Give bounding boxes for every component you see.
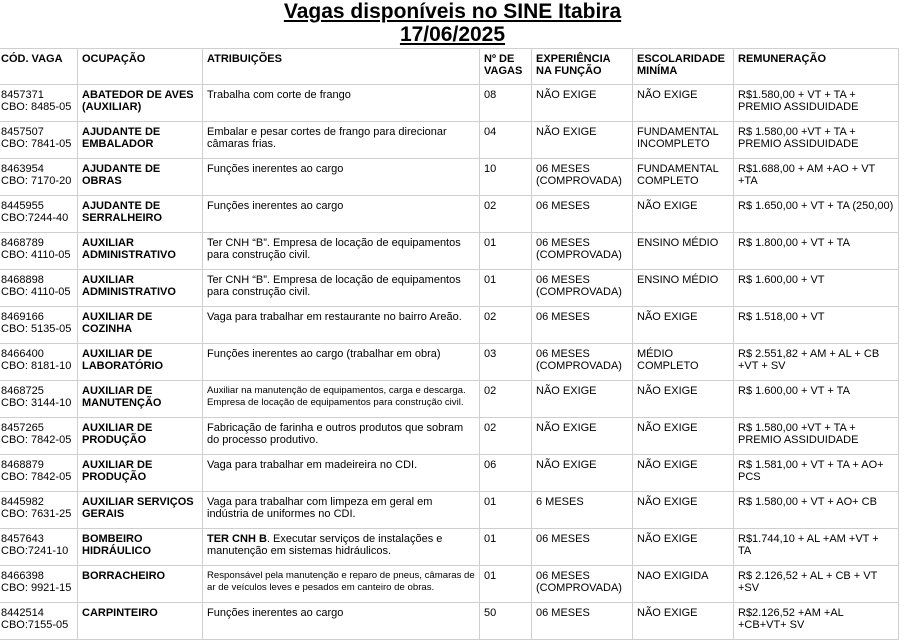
cell-escolaridade: NÃO EXIGE (633, 85, 734, 122)
cell-escolaridade: ENSINO MÉDIO (633, 233, 734, 270)
vaga-code: 8468789 (1, 237, 44, 249)
table-row (0, 270, 899, 307)
cell-ocupacao: AUXILIAR DE MANUTENÇÃO (78, 381, 203, 418)
table-row (0, 122, 899, 159)
col-header-ocupacao: OCUPAÇÃO (78, 49, 203, 85)
cell-atribuicoes: Funções inerentes ao cargo (203, 603, 480, 640)
cell-escolaridade: NAO EXIGIDA (633, 566, 734, 603)
cell-ocupacao: CARPINTEIRO (78, 603, 203, 640)
cell-vagas: 03 (480, 344, 532, 381)
cell-escolaridade: NÃO EXIGE (633, 196, 734, 233)
col-header-cod: CÓD. VAGA (0, 49, 78, 85)
cell-remuneracao: R$ 1.600,00 + VT (734, 270, 899, 307)
cell-remuneracao: R$ 2.551,82 + AM + AL + CB +VT + SV (734, 344, 899, 381)
cell-atribuicoes: Vaga para trabalhar com limpeza em geral em indústria de uniformes no CDI. (203, 492, 480, 529)
cell-ocupacao: AJUDANTE DE OBRAS (78, 159, 203, 196)
cell-vagas: 01 (480, 270, 532, 307)
cell-experiencia: 06 MESES (COMPROVADA) (532, 344, 633, 381)
cell-ocupacao: ABATEDOR DE AVES (AUXILIAR) (78, 85, 203, 122)
cell-experiencia: 06 MESES (532, 196, 633, 233)
cbo-code: CBO: 5135-05 (1, 323, 72, 335)
cbo-code: CBO:7244-40 (1, 212, 69, 224)
cell-remuneracao: R$ 1.580,00 +VT + TA + PREMIO ASSIDUIDADE (734, 122, 899, 159)
table-row (0, 492, 899, 529)
col-header-vagas: Nº DE VAGAS (480, 49, 532, 85)
vaga-code: 8445982 (1, 496, 44, 508)
cell-ocupacao: AJUDANTE DE EMBALADOR (78, 122, 203, 159)
cell-experiencia: 06 MESES (COMPROVADA) (532, 233, 633, 270)
cell-vagas: 02 (480, 418, 532, 455)
cell-atribuicoes: Trabalha com corte de frango (203, 85, 480, 122)
atribuicoes-text: . Executar serviços de instalações e manutenção em sistemas hidráulicos. (207, 533, 443, 557)
cell-ocupacao: BORRACHEIRO (78, 566, 203, 603)
col-header-experiencia: EXPERIÊNCIA NA FUNÇÃO (532, 49, 633, 85)
vaga-code: 8442514 (1, 607, 44, 619)
cbo-code: CBO:7241-10 (1, 545, 69, 557)
cell-experiencia: 06 MESES (COMPROVADA) (532, 159, 633, 196)
cell-atribuicoes: Responsável pela manutenção e reparo de pneus, câmaras de ar de veículos leves e pesados em canteiro de obras. (203, 566, 480, 603)
cell-vagas: 10 (480, 159, 532, 196)
cell-vagas: 01 (480, 529, 532, 566)
cell-atribuicoes: Ter CNH “B”. Empresa de locação de equipamentos para construção civil. (203, 270, 480, 307)
table-row (0, 344, 899, 381)
cell-experiencia: 06 MESES (COMPROVADA) (532, 566, 633, 603)
cbo-code: CBO: 8181-10 (1, 360, 72, 372)
cell-vagas: 50 (480, 603, 532, 640)
vaga-code: 8457507 (1, 126, 44, 138)
cell-atribuicoes: Ter CNH “B”. Empresa de locação de equipamentos para construção civil. (203, 233, 480, 270)
cell-atribuicoes: Vaga para trabalhar em restaurante no bairro Areão. (203, 307, 480, 344)
cell-cod (0, 603, 78, 640)
cell-vagas: 02 (480, 196, 532, 233)
cell-cod (0, 270, 78, 307)
cbo-code: CBO: 4110-05 (1, 286, 71, 298)
cell-cod (0, 122, 78, 159)
cell-cod (0, 159, 78, 196)
cell-cod (0, 492, 78, 529)
cbo-code: CBO: 4110-05 (1, 249, 71, 261)
col-header-atribuicoes: ATRIBUIÇÕES (203, 49, 480, 85)
col-header-escolaridade: ESCOLARIDADE MINÍMA (633, 49, 734, 85)
table-row (0, 233, 899, 270)
cell-remuneracao: R$1.688,00 + AM +AO + VT +TA (734, 159, 899, 196)
cell-vagas: 02 (480, 381, 532, 418)
cell-remuneracao: R$ 2.126,52 + AL + CB + VT +SV (734, 566, 899, 603)
cell-remuneracao: R$2.126,52 +AM +AL +CB+VT+ SV (734, 603, 899, 640)
cell-vagas: 02 (480, 307, 532, 344)
cell-remuneracao: R$ 1.800,00 + VT + TA (734, 233, 899, 270)
table-row (0, 159, 899, 196)
cell-remuneracao: R$ 1.650,00 + VT + TA (250,00) (734, 196, 899, 233)
cell-ocupacao: AUXILIAR SERVIÇOS GERAIS (78, 492, 203, 529)
cell-remuneracao: R$ 1.518,00 + VT (734, 307, 899, 344)
vaga-code: 8468725 (1, 385, 44, 397)
cell-vagas: 01 (480, 233, 532, 270)
vaga-code: 8468898 (1, 274, 44, 286)
cell-experiencia: NÃO EXIGE (532, 122, 633, 159)
cell-remuneracao: R$ 1.581,00 + VT + TA + AO+ PCS (734, 455, 899, 492)
cell-experiencia: NÃO EXIGE (532, 455, 633, 492)
cell-vagas: 06 (480, 455, 532, 492)
cell-escolaridade: NÃO EXIGE (633, 603, 734, 640)
vaga-code: 8445955 (1, 200, 44, 212)
cell-atribuicoes: Embalar e pesar cortes de frango para direcionar câmaras frias. (203, 122, 480, 159)
cell-remuneracao: R$ 1.580,00 +VT + TA + PREMIO ASSIDUIDADE (734, 418, 899, 455)
title-text: Vagas disponíveis no SINE Itabira (283, 0, 622, 23)
cbo-code: CBO: 7631-25 (1, 508, 72, 520)
cell-atribuicoes (203, 529, 480, 566)
vaga-code: 8469166 (1, 311, 44, 323)
table-row (0, 455, 899, 492)
cell-vagas: 08 (480, 85, 532, 122)
cell-atribuicoes: Funções inerentes ao cargo (203, 159, 480, 196)
cell-atribuicoes: Funções inerentes ao cargo (203, 196, 480, 233)
vaga-code: 8457371 (1, 89, 44, 101)
cell-remuneracao: R$ 1.600,00 + VT + TA (734, 381, 899, 418)
cell-atribuicoes: Fabricação de farinha e outros produtos que sobram do processo produtivo. (203, 418, 480, 455)
cell-cod (0, 566, 78, 603)
cell-cod (0, 455, 78, 492)
cell-ocupacao: AUXILIAR DE PRODUÇÃO (78, 455, 203, 492)
cell-ocupacao: AUXILIAR DE LABORATÓRIO (78, 344, 203, 381)
cell-ocupacao: AUXILIAR ADMINISTRATIVO (78, 270, 203, 307)
page-title (0, 0, 905, 46)
cbo-code: CBO: 7842-05 (1, 434, 72, 446)
cell-cod (0, 196, 78, 233)
vaga-code: 8466400 (1, 348, 44, 360)
cell-vagas: 01 (480, 566, 532, 603)
cell-escolaridade: ENSINO MÉDIO (633, 270, 734, 307)
vaga-code: 8466398 (1, 570, 44, 582)
cell-experiencia: 06 MESES (532, 603, 633, 640)
cbo-code: CBO: 7841-05 (1, 138, 72, 150)
cbo-code: CBO: 7842-05 (1, 471, 72, 483)
cell-escolaridade: NÃO EXIGE (633, 492, 734, 529)
cell-ocupacao: AUXILIAR DE COZINHA (78, 307, 203, 344)
table-row (0, 85, 899, 122)
cell-escolaridade: FUNDAMENTAL COMPLETO (633, 159, 734, 196)
cell-ocupacao: AUXILIAR DE PRODUÇÃO (78, 418, 203, 455)
cell-cod (0, 381, 78, 418)
cbo-code: CBO: 7170-20 (1, 175, 72, 187)
table-header-row (0, 49, 899, 85)
vaga-code: 8457265 (1, 422, 44, 434)
cbo-code: CBO: 3144-10 (1, 397, 72, 409)
atribuicoes-emphasis: TER CNH B (207, 533, 267, 545)
cell-experiencia: NÃO EXIGE (532, 381, 633, 418)
cell-escolaridade: NÃO EXIGE (633, 381, 734, 418)
col-header-remuneracao: REMUNERAÇÃO (734, 49, 899, 85)
cbo-code: CBO: 8485-05 (1, 101, 72, 113)
cell-cod (0, 85, 78, 122)
cell-atribuicoes: Auxiliar na manutenção de equipamentos, carga e descarga. Empresa de locação de equipamentos para construção civil. (203, 381, 480, 418)
cell-vagas: 01 (480, 492, 532, 529)
cell-vagas: 04 (480, 122, 532, 159)
table-row (0, 381, 899, 418)
cell-escolaridade: NÃO EXIGE (633, 455, 734, 492)
cell-atribuicoes: Funções inerentes ao cargo (trabalhar em obra) (203, 344, 480, 381)
vaga-code: 8457643 (1, 533, 44, 545)
cell-escolaridade: MÉDIO COMPLETO (633, 344, 734, 381)
cell-remuneracao: R$ 1.580,00 + VT + AO+ CB (734, 492, 899, 529)
table-row (0, 307, 899, 344)
cbo-code: CBO: 9921-15 (1, 582, 72, 594)
cell-escolaridade: FUNDAMENTAL INCOMPLETO (633, 122, 734, 159)
cell-experiencia: 6 MESES (532, 492, 633, 529)
cell-remuneracao: R$1.744,10 + AL +AM +VT + TA (734, 529, 899, 566)
cell-cod (0, 344, 78, 381)
cell-ocupacao: AJUDANTE DE SERRALHEIRO (78, 196, 203, 233)
cell-cod (0, 529, 78, 566)
cell-ocupacao: AUXILIAR ADMINISTRATIVO (78, 233, 203, 270)
title-date: 17/06/2025 (399, 23, 506, 46)
vaga-code: 8463954 (1, 163, 44, 175)
cell-experiencia: 06 MESES (532, 307, 633, 344)
cell-cod (0, 233, 78, 270)
vaga-code: 8468879 (1, 459, 44, 471)
cell-atribuicoes: Vaga para trabalhar em madeireira no CDI. (203, 455, 480, 492)
cell-remuneracao: R$1.580,00 + VT + TA + PREMIO ASSIDUIDADE (734, 85, 899, 122)
cell-experiencia: NÃO EXIGE (532, 418, 633, 455)
cell-experiencia: 06 MESES (532, 529, 633, 566)
cbo-code: CBO:7155-05 (1, 619, 69, 631)
cell-experiencia: 06 MESES (COMPROVADA) (532, 270, 633, 307)
cell-escolaridade: NÃO EXIGE (633, 529, 734, 566)
cell-cod (0, 307, 78, 344)
table-row (0, 418, 899, 455)
table-row (0, 566, 899, 603)
table-row (0, 196, 899, 233)
table-row (0, 529, 899, 566)
cell-escolaridade: NÃO EXIGE (633, 418, 734, 455)
table-row (0, 603, 899, 640)
cell-ocupacao: BOMBEIRO HIDRÁULICO (78, 529, 203, 566)
cell-cod (0, 418, 78, 455)
cell-escolaridade: NÃO EXIGE (633, 307, 734, 344)
cell-experiencia: NÃO EXIGE (532, 85, 633, 122)
jobs-table (0, 48, 899, 640)
